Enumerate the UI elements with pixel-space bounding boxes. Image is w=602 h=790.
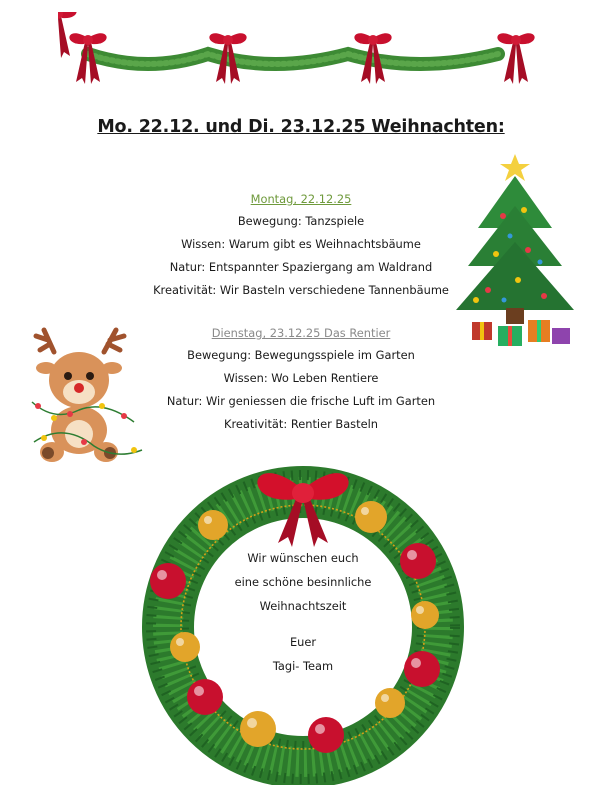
signature-line: Euer: [289, 635, 317, 649]
greeting-line: Weihnachtszeit: [259, 599, 347, 613]
tuesday-line: Wissen: Wo Leben Rentiere: [223, 371, 379, 385]
tuesday-line: Kreativität: Rentier Basteln: [224, 417, 378, 431]
tuesday-line: Bewegung: Bewegungsspiele im Garten: [187, 348, 415, 362]
wreath-signature: [218, 635, 388, 683]
monday-line: Kreativität: Wir Basteln verschiedene Tannenbäume: [153, 283, 449, 297]
tuesday-heading: Dienstag, 23.12.25 Das Rentier: [211, 326, 391, 340]
monday-line: Wissen: Warum gibt es Weihnachtsbäume: [181, 237, 421, 251]
greeting-line: eine schöne besinnliche: [234, 575, 372, 589]
monday-line: Natur: Entspannter Spaziergang am Waldrand: [169, 260, 433, 274]
monday-line: Bewegung: Tanzspiele: [237, 214, 365, 228]
page-title: Mo. 22.12. und Di. 23.12.25 Weihnachten:: [97, 117, 505, 137]
christmas-tree-image: [448, 150, 582, 360]
monday-heading: Montag, 22.12.25: [250, 192, 352, 206]
signature-line: Tagi- Team: [272, 659, 334, 673]
garland-with-bows-image: [58, 12, 548, 104]
wreath-greeting: [218, 551, 388, 623]
greeting-line: Wir wünschen euch: [247, 551, 359, 565]
tuesday-line: Natur: Wir geniessen die frische Luft im Garten: [166, 394, 436, 408]
